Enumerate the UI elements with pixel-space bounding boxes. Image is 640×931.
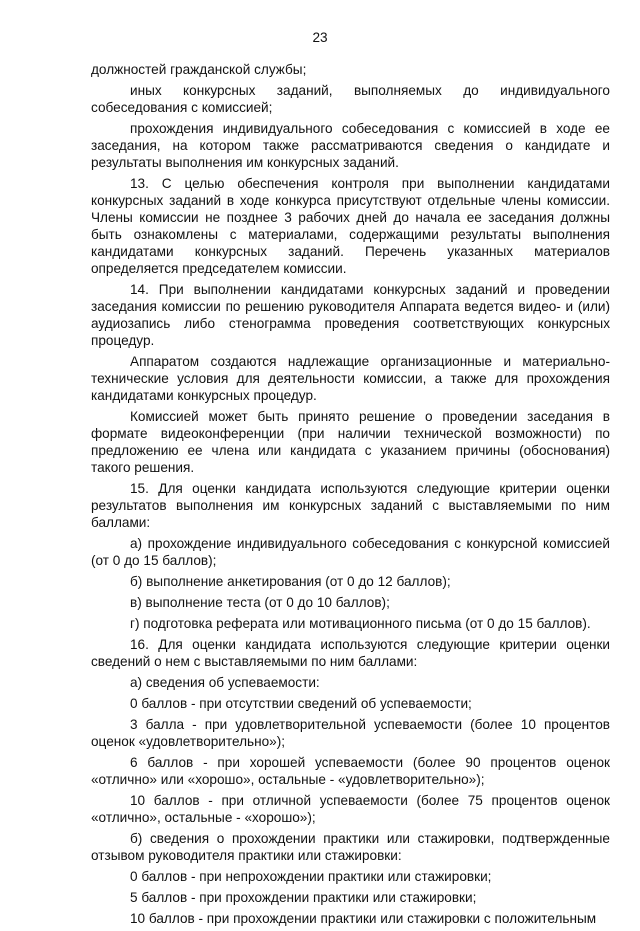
paragraph: 13. С целью обеспечения контроля при выполнении кандидатами конкурсных заданий в ходе конкурса присутствуют отдельные члены комиссии. Члены комиссии не позднее 3 рабочих дней до начала ее заседания должны быть ознакомлены с материалами, содержащими результаты выполнения кандидатами конкурсных заданий. Перечень указанных материалов определяется председателем комиссии. — [91, 176, 610, 276]
paragraph: Аппаратом создаются надлежащие организационные и материально-технические условия для деятельности комиссии, а также для прохождения кандидатами конкурсных процедур. — [91, 354, 610, 403]
list-item: б) выполнение анкетирования (от 0 до 12 баллов); — [130, 574, 451, 589]
paragraph: должностей гражданской службы; — [91, 62, 307, 77]
paragraph: 16. Для оценки кандидата используются следующие критерии оценки сведений о нем с выставляемыми по ним баллами: — [91, 637, 610, 669]
paragraph: иных конкурсных заданий, выполняемых до индивидуального собеседования с комиссией; — [91, 83, 610, 115]
list-item: а) прохождение индивидуального собеседования с конкурсной комиссией (от 0 до 15 баллов); — [91, 536, 610, 568]
list-item: 10 баллов - при отличной успеваемости (более 75 процентов оценок «отлично», остальные - «хорошо»); — [91, 793, 610, 825]
paragraph: Комиссией может быть принято решение о проведении заседания в формате видеоконференции (при наличии технической возможности) по предложению ее члена или кандидата с указанием причины (обоснования) такого решения. — [91, 409, 610, 475]
list-item: б) сведения о прохождении практики или стажировки, подтвержденные отзывом руководителя практики или стажировки: — [91, 831, 610, 863]
paragraph: 15. Для оценки кандидата используются следующие критерии оценки результатов выполнения им конкурсных заданий с выставляемыми по ним баллами: — [91, 481, 610, 530]
list-item: в) выполнение теста (от 0 до 10 баллов); — [130, 595, 390, 610]
list-item: 0 баллов - при отсутствии сведений об успеваемости; — [130, 696, 472, 711]
page-number: 23 — [312, 30, 328, 45]
list-item: 0 баллов - при непрохождении практики или стажировки; — [130, 869, 492, 884]
paragraph: 14. При выполнении кандидатами конкурсных заданий и проведении заседания комиссии по решению руководителя Аппарата ведется видео- и (или) аудиозапись либо стенограмма проведения соответствующих конкурсных процедур. — [91, 282, 610, 348]
list-item: 5 баллов - при прохождении практики или стажировки; — [130, 890, 477, 905]
list-item: г) подготовка реферата или мотивационного письма (от 0 до 15 баллов). — [130, 616, 591, 631]
list-item: а) сведения об успеваемости: — [130, 675, 320, 690]
list-item: 6 баллов - при хорошей успеваемости (более 90 процентов оценок «отлично» или «хорошо», остальные - «удовлетворительно»); — [91, 755, 610, 787]
document-body — [91, 61, 610, 931]
paragraph: прохождения индивидуального собеседования с комиссией в ходе ее заседания, на котором также рассматриваются сведения о кандидате и результаты выполнения им конкурсных заданий. — [91, 121, 610, 170]
list-item: 10 баллов - при прохождении практики или стажировки с положительным — [130, 911, 597, 926]
list-item: 3 балла - при удовлетворительной успеваемости (более 10 процентов оценок «удовлетворительно»); — [91, 717, 610, 749]
